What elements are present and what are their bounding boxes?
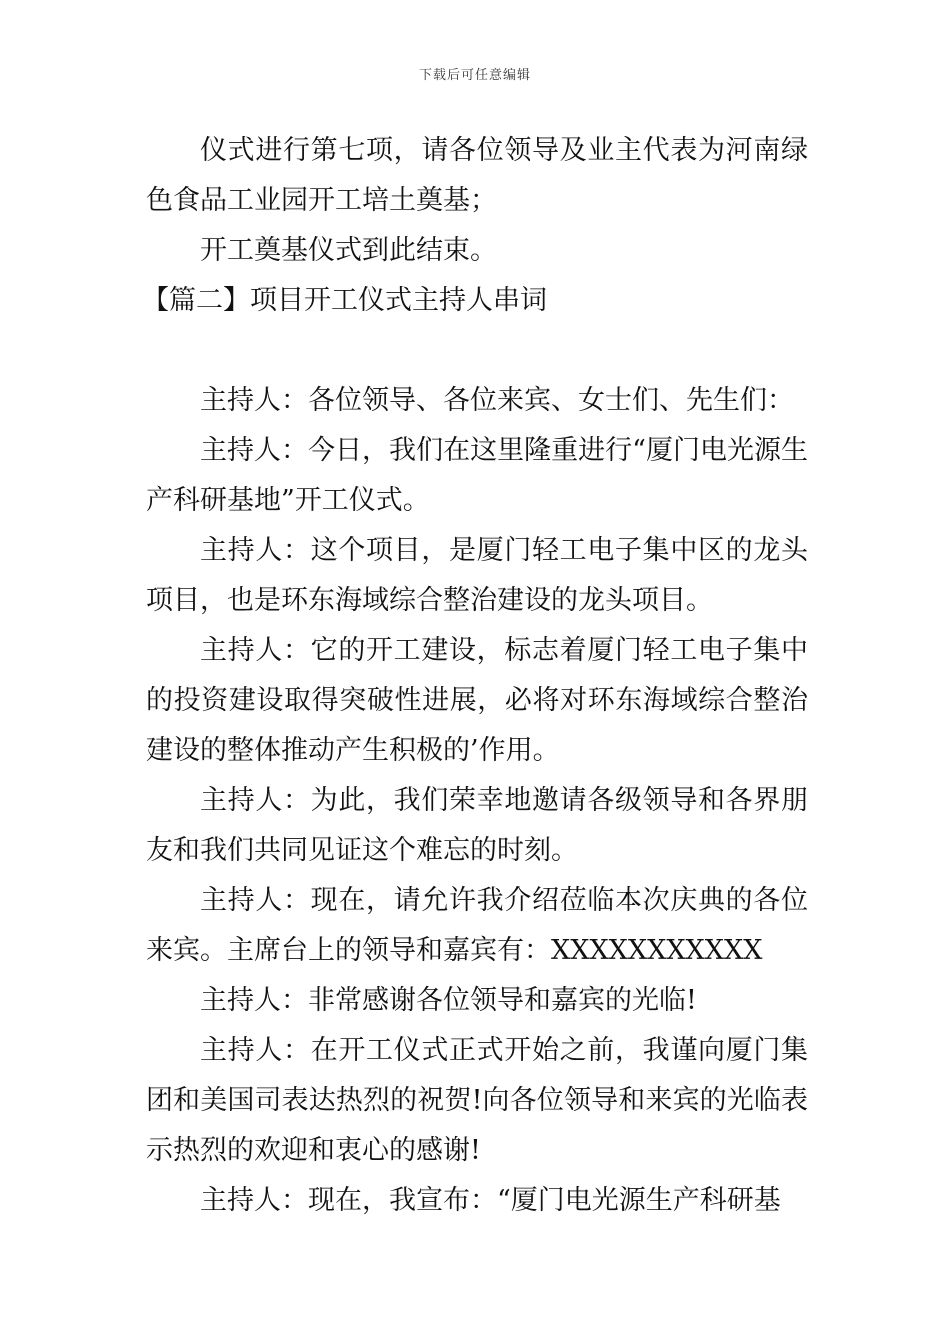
section-heading-part-two: 【篇二】项目开工仪式主持人串词 (142, 285, 547, 316)
page-header: 下载后可任意编辑 (418, 68, 531, 83)
paragraph-significance: 主持人：它的开工建设，标志着厦门轻工电子集中的投资建设取得突破性进展，必将对环东海域综合整治建设的整体推动产生积极的’作用。 (146, 635, 808, 766)
paragraph-invitation: 主持人：为此，我们荣幸地邀请各级领导和各界朋友和我们共同见证这个难忘的时刻。 (146, 785, 808, 866)
paragraph-project-intro: 主持人：这个项目，是厦门轻工电子集中区的龙头项目，也是环东海域综合整治建设的龙头项目。 (146, 535, 808, 616)
paragraph-opening: 主持人：今日，我们在这里隆重进行“厦门电光源生产科研基地”开工仪式。 (146, 435, 808, 516)
paragraph-guest-intro: 主持人：现在，请允许我介绍莅临本次庆典的各位来宾。主席台上的领导和嘉宾有：XXXXXXXXXXX (146, 885, 808, 966)
paragraph-thanks: 主持人：非常感谢各位领导和嘉宾的光临! (200, 985, 697, 1016)
document-body (142, 126, 808, 1226)
paragraph-ceremony-step-seven: 仪式进行第七项，请各位领导及业主代表为河南绿色食品工业园开工培土奠基； (146, 135, 808, 216)
paragraph-congratulations: 主持人：在开工仪式正式开始之前，我谨向厦门集团和美国司表达热烈的祝贺!向各位领导和来宾的光临表示热烈的欢迎和衷心的感谢! (146, 1035, 808, 1166)
paragraph-greeting: 主持人：各位领导、各位来宾、女士们、先生们： (200, 385, 794, 416)
blank-line (146, 326, 808, 376)
paragraph-ceremony-end: 开工奠基仪式到此结束。 (200, 235, 497, 266)
paragraph-announcement: 主持人：现在，我宣布：“厦门电光源生产科研基 (200, 1185, 781, 1216)
